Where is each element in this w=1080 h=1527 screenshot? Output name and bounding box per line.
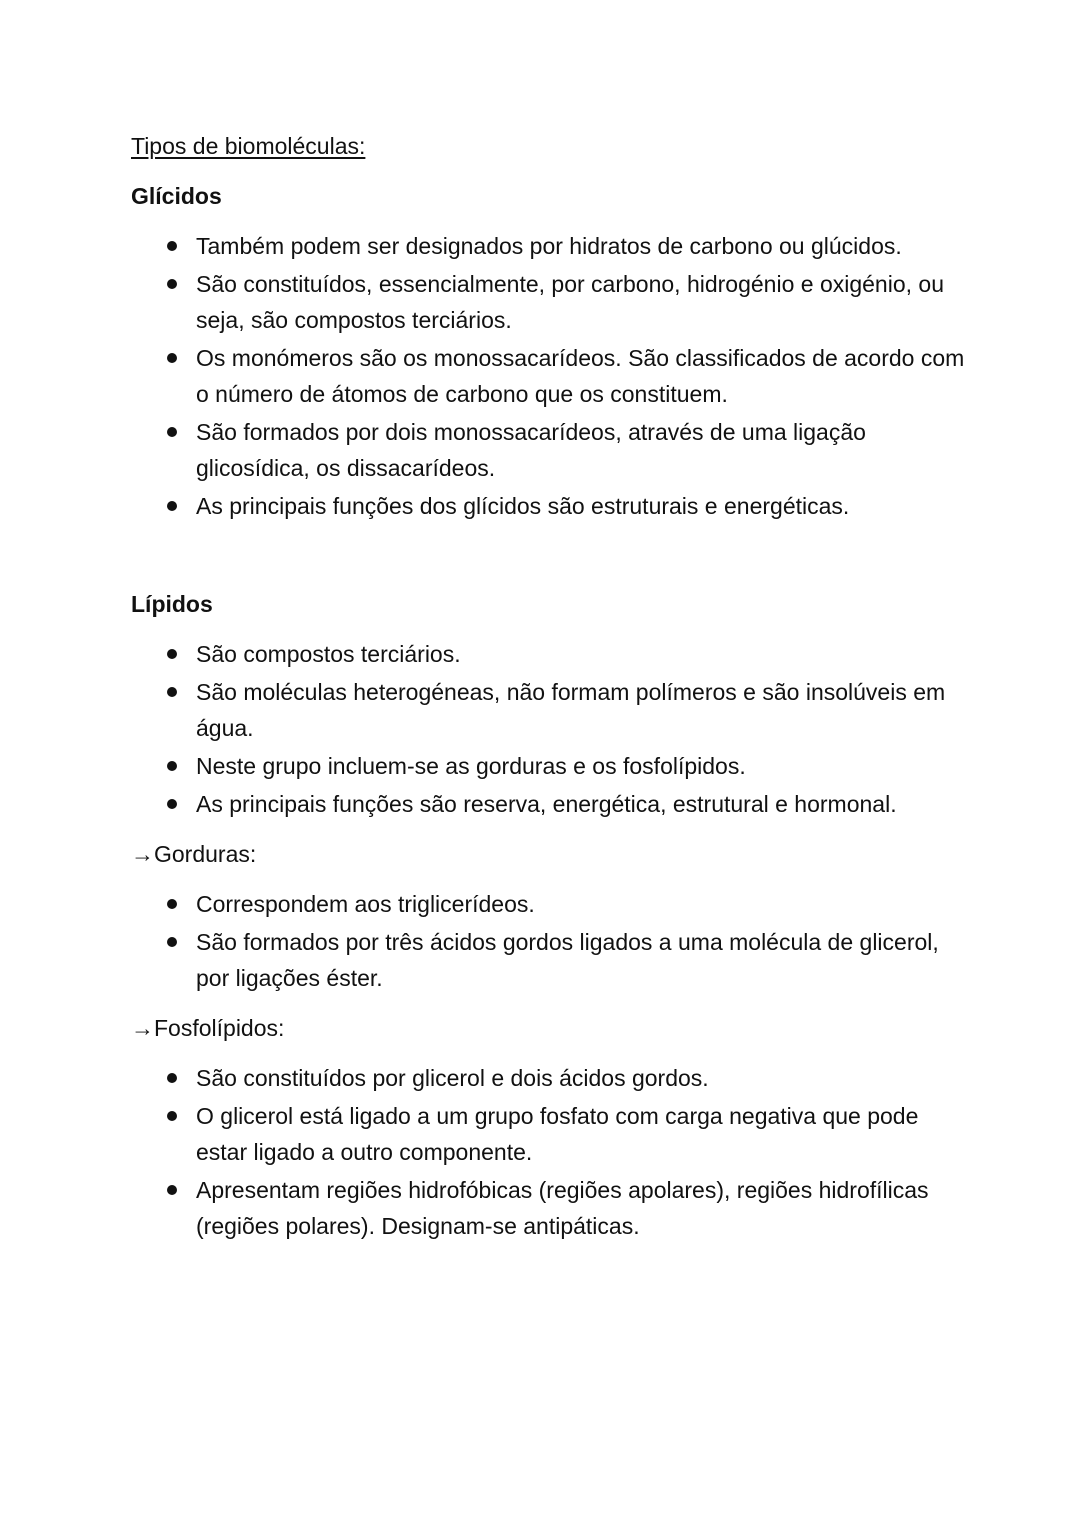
list-item: Também podem ser designados por hidratos de carbono ou glúcidos. <box>131 228 971 264</box>
list-item: São moléculas heterogéneas, não formam polímeros e são insolúveis em água. <box>131 674 971 746</box>
list-item: As principais funções dos glícidos são estruturais e energéticas. <box>131 488 971 524</box>
list-item: São compostos terciários. <box>131 636 971 672</box>
fosfolipidos-list <box>131 1060 971 1244</box>
document-content <box>131 128 971 1258</box>
list-item: São constituídos, essencialmente, por carbono, hidrogénio e oxigénio, ou seja, são compostos terciários. <box>131 266 971 338</box>
list-item: Os monómeros são os monossacarídeos. São classificados de acordo com o número de átomos de carbono que os constituem. <box>131 340 971 412</box>
section-spacer <box>131 538 971 586</box>
gorduras-list <box>131 886 971 996</box>
list-item: Neste grupo incluem-se as gorduras e os fosfolípidos. <box>131 748 971 784</box>
list-item: As principais funções são reserva, energética, estrutural e hormonal. <box>131 786 971 822</box>
document-title: Tipos de biomoléculas: <box>131 133 366 159</box>
sub-heading-gorduras: →Gorduras: <box>131 841 257 867</box>
list-item: O glicerol está ligado a um grupo fosfato com carga negativa que pode estar ligado a outro componente. <box>131 1098 971 1170</box>
sub-heading-fosfolipidos: →Fosfolípidos: <box>131 1015 285 1041</box>
list-item: São constituídos por glicerol e dois ácidos gordos. <box>131 1060 971 1096</box>
section-heading-lipidos: Lípidos <box>131 591 213 617</box>
glicidos-list <box>131 228 971 524</box>
list-item: São formados por dois monossacarídeos, através de uma ligação glicosídica, os dissacarídeos. <box>131 414 971 486</box>
list-item: São formados por três ácidos gordos ligados a uma molécula de glicerol, por ligações éster. <box>131 924 971 996</box>
lipidos-list <box>131 636 971 822</box>
list-item: Apresentam regiões hidrofóbicas (regiões apolares), regiões hidrofílicas (regiões polares). Designam-se antipáticas. <box>131 1172 971 1244</box>
section-heading-glicidos: Glícidos <box>131 183 222 209</box>
list-item: Correspondem aos triglicerídeos. <box>131 886 971 922</box>
